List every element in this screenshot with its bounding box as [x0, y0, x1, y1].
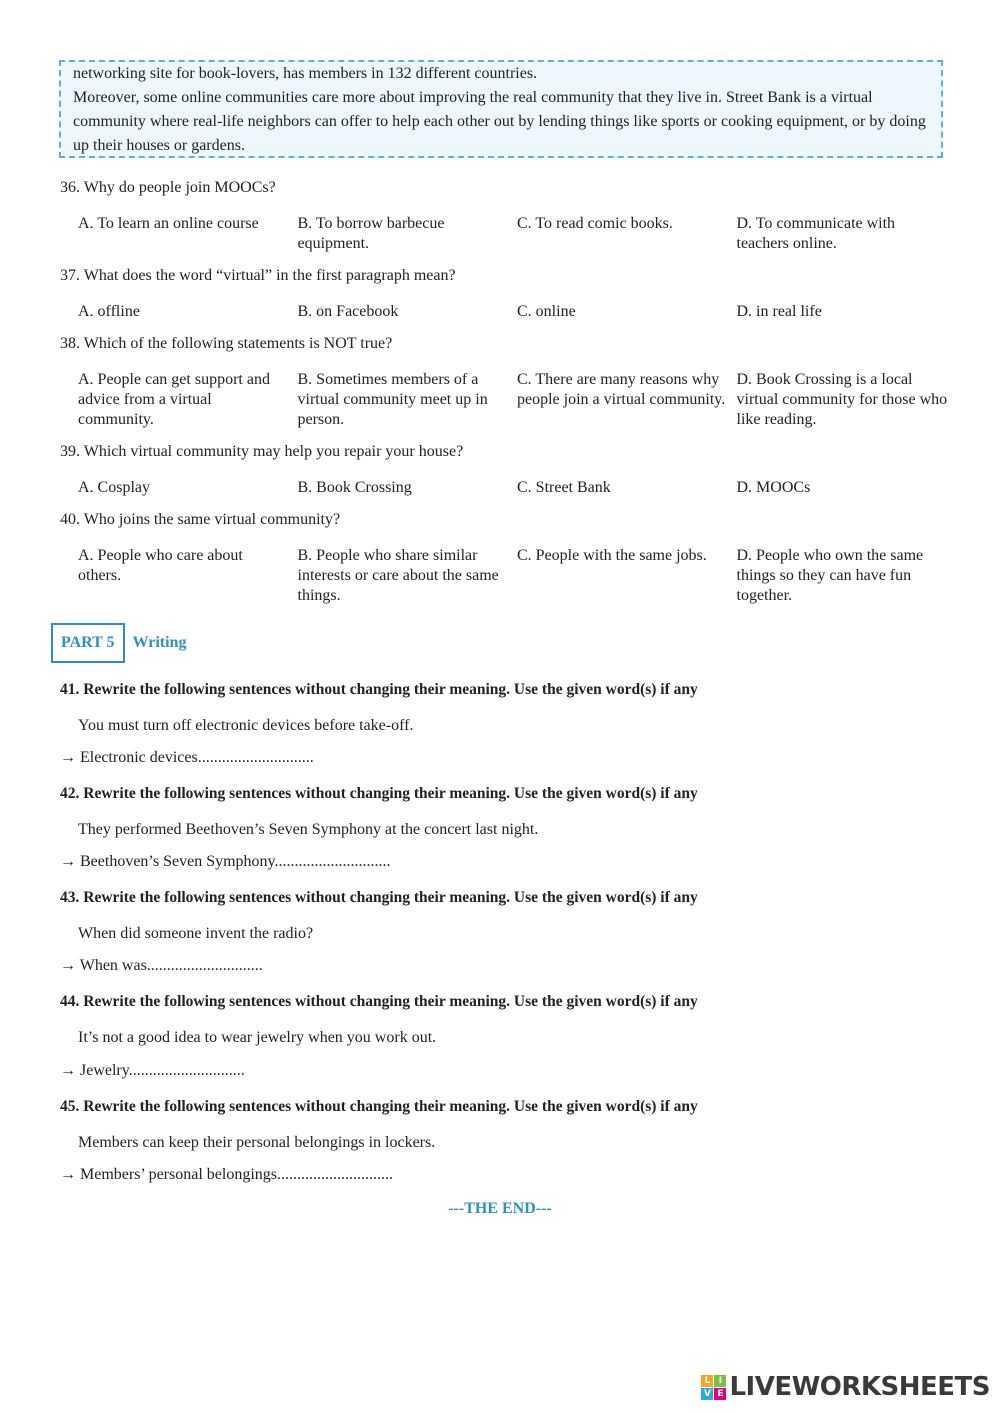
- part-5-title: Writing: [132, 634, 187, 651]
- writing-42-instruction: 42. Rewrite the following sentences without changing their meaning. Use the given word(s) if any: [60, 785, 698, 802]
- writing-41-answer[interactable]: → Electronic devices.............................: [60, 749, 314, 766]
- reading-passage-box: [59, 60, 943, 158]
- writing-45-sentence: Members can keep their personal belongings in lockers.: [78, 1134, 436, 1151]
- question-38-option-c[interactable]: C. There are many reasons why people join a virtual community.: [517, 371, 726, 408]
- question-40-options: [78, 546, 958, 606]
- liveworksheets-logo-icon: L I V E: [701, 1375, 726, 1400]
- passage-paragraph: Moreover, some online communities care more about improving the real community that they live in. Street Bank is a virtual community where real-life neighbors can offer to help each other out by lending things like sports or cooking equipment, or by doing up their houses or gardens.: [73, 89, 926, 154]
- liveworksheets-logo-text: LIVEWORKSHEETS: [729, 1372, 990, 1402]
- part-5-label: PART 5: [51, 623, 125, 663]
- writing-44-sentence: It’s not a good idea to wear jewelry when you work out.: [78, 1029, 437, 1046]
- question-38-options: [78, 370, 958, 430]
- part-5-header: [51, 623, 186, 663]
- writing-42-answer[interactable]: → Beethoven’s Seven Symphony.............................: [60, 853, 391, 870]
- question-38-option-b[interactable]: B. Sometimes members of a virtual community meet up in person.: [297, 371, 488, 428]
- question-37-option-c[interactable]: C. online: [517, 303, 576, 320]
- question-37-option-b[interactable]: B. on Facebook: [297, 303, 399, 320]
- question-40-stem: 40. Who joins the same virtual community?: [60, 511, 341, 528]
- question-38-option-a[interactable]: A. People can get support and advice from a virtual community.: [78, 371, 270, 428]
- question-36-option-a[interactable]: A. To learn an online course: [78, 215, 259, 232]
- question-39-option-a[interactable]: A. Cosplay: [78, 479, 150, 496]
- writing-42-sentence: They performed Beethoven’s Seven Symphony at the concert last night.: [78, 821, 539, 838]
- writing-41-instruction: 41. Rewrite the following sentences without changing their meaning. Use the given word(s) if any: [60, 681, 698, 698]
- writing-45-instruction: 45. Rewrite the following sentences without changing their meaning. Use the given word(s) if any: [60, 1098, 698, 1115]
- question-36-stem: 36. Why do people join MOOCs?: [60, 179, 276, 196]
- question-36-option-c[interactable]: C. To read comic books.: [517, 215, 673, 232]
- question-37-option-d[interactable]: D. in real life: [736, 303, 822, 320]
- question-36-option-d[interactable]: D. To communicate with teachers online.: [736, 215, 896, 252]
- writing-45-answer[interactable]: → Members’ personal belongings.............................: [60, 1166, 393, 1183]
- question-36-options: [78, 214, 958, 254]
- question-40-option-d[interactable]: D. People who own the same things so they can have fun together.: [736, 547, 924, 604]
- writing-43-instruction: 43. Rewrite the following sentences without changing their meaning. Use the given word(s) if any: [60, 889, 698, 906]
- question-39-stem: 39. Which virtual community may help you repair your house?: [60, 443, 464, 460]
- writing-43-answer[interactable]: → When was.............................: [60, 957, 263, 974]
- question-39-option-c[interactable]: C. Street Bank: [517, 479, 611, 496]
- question-38-stem: 38. Which of the following statements is NOT true?: [60, 335, 393, 352]
- question-40-option-a[interactable]: A. People who care about others.: [78, 547, 243, 584]
- question-37-options: [78, 302, 958, 322]
- question-39-option-b[interactable]: B. Book Crossing: [297, 479, 412, 496]
- question-38-option-d[interactable]: D. Book Crossing is a local virtual community for those who like reading.: [736, 371, 948, 428]
- question-40-option-b[interactable]: B. People who share similar interests or care about the same things.: [297, 547, 499, 604]
- writing-43-sentence: When did someone invent the radio?: [78, 925, 314, 942]
- writing-44-answer[interactable]: → Jewelry.............................: [60, 1062, 245, 1079]
- question-36-option-b[interactable]: B. To borrow barbecue equipment.: [297, 215, 445, 252]
- question-39-option-d[interactable]: D. MOOCs: [736, 479, 811, 496]
- liveworksheets-logo: [701, 1372, 990, 1402]
- question-37-option-a[interactable]: A. offline: [78, 303, 140, 320]
- writing-41-sentence: You must turn off electronic devices before take-off.: [78, 717, 414, 734]
- writing-44-instruction: 44. Rewrite the following sentences without changing their meaning. Use the given word(s) if any: [60, 993, 698, 1010]
- question-39-options: [78, 478, 958, 498]
- question-40-option-c[interactable]: C. People with the same jobs.: [517, 547, 707, 564]
- the-end-label: ---THE END---: [448, 1200, 552, 1217]
- passage-line: networking site for book-lovers, has members in 132 different countries.: [73, 65, 538, 82]
- question-37-stem: 37. What does the word “virtual” in the first paragraph mean?: [60, 267, 456, 284]
